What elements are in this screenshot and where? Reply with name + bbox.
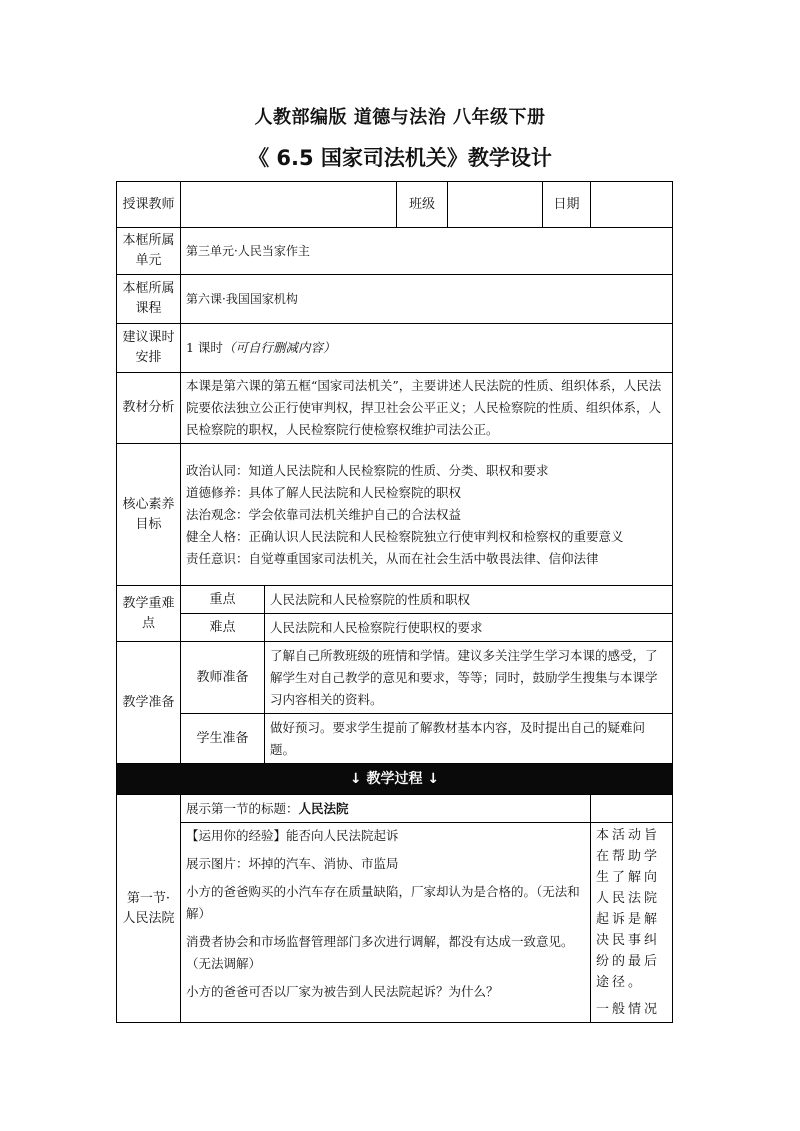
class-label: 班级 [397,182,448,228]
document-title: 《 6.5 国家司法机关》教学设计 [248,146,552,170]
section-label: 第一节·人民法院 [122,890,175,926]
course-label: 本框所属课程 [117,275,181,324]
content-line: 小方的爸爸购买的小汽车存在质量缺陷，厂家却认为是合格的。（无法和解） [186,884,580,921]
unit-value: 第三单元·人民当家作主 [181,228,673,275]
content-line: 小方的爸爸可否以厂家为被告到人民法院起诉？为什么？ [186,984,499,999]
class-value[interactable] [448,182,543,228]
goal-item: 道德修养：具体了解人民法院和人民检察院的职权 [186,484,462,500]
goals-cell [181,444,673,586]
time-value: 1 课时 [186,340,223,355]
teacher-prep-text: 了解自己所教班级的班情和学情。建议多关注学生学习本课的感受，了解学生对自己教学的意见和要求，等等；同时，鼓励学生搜集与本课学习内容相关的资料。 [265,642,673,714]
goal-item: 责任意识：自觉尊重国家司法机关，从而在社会生活中敬畏法律、信仰法律 [186,550,599,566]
goals-row [117,444,673,586]
section-title-cell [181,795,591,823]
section-label-cell [117,795,181,1023]
key-value: 人民法院和人民检察院的性质和职权 [265,586,673,614]
process-header-row [117,764,673,795]
student-prep-row [117,714,673,764]
section-title-bold: 人民法院 [298,800,349,816]
goal-item: 法治观念：学会依靠司法机关维护自己的合法权益 [186,506,462,522]
course-value: 第六课·我国国家机构 [181,275,673,324]
goals-label: 核心素养目标 [117,444,181,586]
goal-item: 政治认同：知道人民法院和人民检察院的性质、分类、职权和要求 [186,462,549,478]
unit-label: 本框所属单元 [117,228,181,275]
goal-item: 健全人格：正确认识人民法院和人民检察院独立行使审判权和检察权的重要意义 [186,528,624,544]
side-note-cell [591,823,673,1023]
time-value-cell [181,324,673,373]
student-prep-label: 学生准备 [181,714,265,764]
time-note: （可自行删减内容） [222,340,336,355]
teacher-row [117,182,673,228]
unit-row [117,228,673,275]
difficulty-row [117,614,673,642]
content-line: 消费者协会和市场监督管理部门多次进行调解，都没有达成一致意见。（无法调解） [186,934,574,971]
side-note: 本活动旨在帮助学生了解向人民法院起诉是解决民事纠纷的最后途径。 [596,828,661,990]
key-point-row [117,586,673,614]
section-content [181,823,591,1023]
analysis-label: 教材分析 [117,373,181,444]
content-line: 【运用你的经验】能否向人民法院起诉 [186,828,399,843]
process-header: ↓ 教学过程 ↓ [117,764,673,795]
analysis-row [117,373,673,444]
difficulty-label: 难点 [181,614,265,642]
date-value[interactable] [591,182,673,228]
document-subtitle: 人教部编版 道德与法治 八年级下册 [254,107,546,128]
time-label: 建议课时安排 [117,324,181,373]
side-empty-cell [591,795,673,823]
date-label: 日期 [543,182,591,228]
teacher-prep-label: 教师准备 [181,642,265,714]
section-title-prefix: 展示第一节的标题： [186,800,299,816]
lesson-plan-table [116,181,673,1023]
key-label: 重点 [181,586,265,614]
student-prep-text: 做好预习。要求学生提前了解教材基本内容，及时提出自己的疑难问题。 [265,714,673,764]
side-note-continued: 一般情况 [596,1002,661,1017]
teacher-value[interactable] [181,182,397,228]
keypoints-label: 教学重难点 [117,586,181,642]
course-row [117,275,673,324]
prep-label: 教学准备 [117,642,181,764]
section-title-row [117,795,673,823]
content-line: 展示图片：坏掉的汽车、消协、市监局 [186,856,399,871]
section-content-row [117,823,673,1023]
time-row [117,324,673,373]
analysis-text: 本课是第六课的第五框“国家司法机关”，主要讲述人民法院的性质、组织体系，人民法院要依法独立公正行使审判权，捍卫社会公平正义；人民检察院的性质、组织体系，人民检察院的职权，人民检察院行使检察权维护司法公正。 [181,373,673,444]
teacher-prep-row [117,642,673,714]
teacher-label: 授课教师 [117,182,181,228]
difficulty-value: 人民法院和人民检察院行使职权的要求 [265,614,673,642]
